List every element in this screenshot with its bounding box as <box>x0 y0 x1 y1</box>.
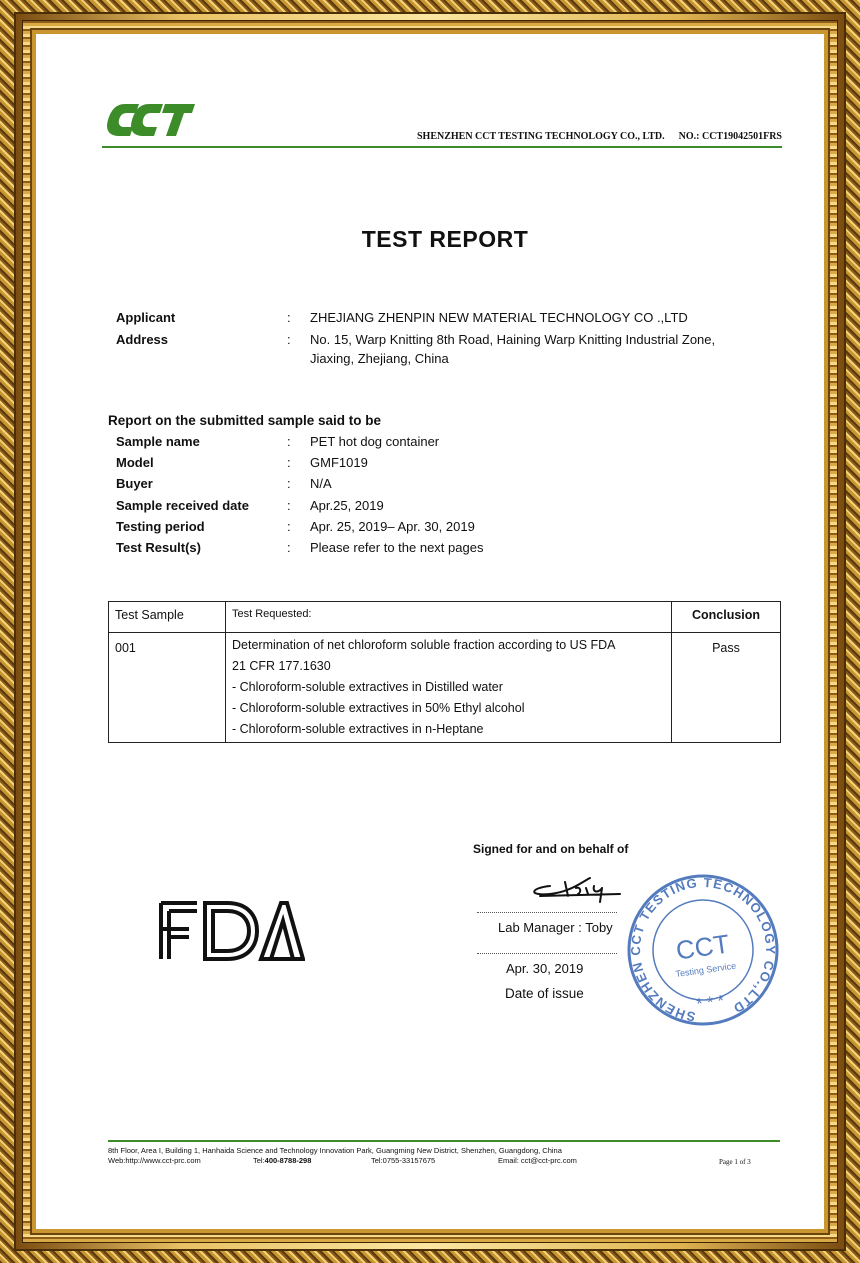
report-number: NO.: CCT19042501FRS <box>678 131 782 142</box>
fda-logo <box>157 899 305 963</box>
address-line-1: No. 15, Warp Knitting 8th Road, Haining Warp Knitting Industrial Zone, <box>310 332 716 347</box>
lab-manager: Lab Manager : Toby <box>498 920 613 935</box>
footer-divider <box>108 1140 780 1142</box>
colon: : <box>287 332 291 347</box>
table-cell <box>672 633 781 743</box>
field-label: Test Result(s) <box>116 540 201 555</box>
address-line-2: Jiaxing, Zhejiang, China <box>310 351 449 366</box>
page-title: TEST REPORT <box>361 226 529 252</box>
table-header-cell <box>226 602 672 633</box>
company-seal-stamp <box>618 870 788 1030</box>
table-header-cell <box>109 602 226 633</box>
header-company <box>417 131 782 142</box>
colon: : <box>287 310 291 325</box>
colon: : <box>287 540 291 555</box>
date-of-issue-label: Date of issue <box>505 986 584 1001</box>
colon: : <box>287 476 291 491</box>
svg-text:CCT: CCT <box>674 928 732 966</box>
field-value: Apr.25, 2019 <box>310 498 384 513</box>
footer-tel-label: Tel: <box>253 1156 265 1165</box>
field-label: Testing period <box>116 519 205 534</box>
date-line <box>477 953 617 954</box>
field-label: Buyer <box>116 476 153 491</box>
header-divider <box>102 146 782 148</box>
field-label: Sample received date <box>116 498 249 513</box>
field-value: PET hot dog container <box>310 434 440 449</box>
test-description <box>226 633 671 742</box>
table-cell <box>226 633 672 743</box>
applicant-label: Applicant <box>116 310 176 325</box>
sample-id: 001 <box>115 641 136 655</box>
company-name: SHENZHEN CCT TESTING TECHNOLOGY CO., LTD. <box>416 131 665 142</box>
colon: : <box>287 519 291 534</box>
svg-text:* * *: * * * <box>695 992 726 1014</box>
footer-address: 8th Floor, Area I, Building 1, Hanhaida Science and Technology Innovation Park, Guangming New District, Shenzhen, Guangdong, China <box>108 1146 562 1155</box>
test-line: 21 CFR 177.1630 <box>232 659 331 673</box>
footer-email: Email: cct@cct-prc.com <box>498 1156 577 1165</box>
issue-date: Apr. 30, 2019 <box>506 961 584 976</box>
field-label: Sample name <box>116 434 200 449</box>
svg-text:SHENZHEN CCT TESTING TECHNOLOG: SHENZHEN CCT TESTING TECHNOLOGY CO.,LTD <box>628 874 779 1025</box>
signature-line <box>477 912 617 913</box>
report-heading: Report on the submitted sample said to be <box>108 413 382 428</box>
handwritten-signature <box>520 868 630 904</box>
test-line: Determination of net chloroform soluble fraction according to US FDA <box>232 638 616 652</box>
conclusion-value: Pass <box>712 641 740 655</box>
applicant-value: ZHEJIANG ZHENPIN NEW MATERIAL TECHNOLOGY CO .,LTD <box>310 310 688 325</box>
table-header-row <box>109 602 781 633</box>
field-label: Model <box>116 455 154 470</box>
colon: : <box>287 455 291 470</box>
footer-tel <box>253 1156 311 1165</box>
colon: : <box>287 498 291 513</box>
test-table <box>108 601 781 743</box>
address-label: Address <box>116 332 169 347</box>
test-line: - Chloroform-soluble extractives in 50% Ethyl alcohol <box>232 701 525 715</box>
footer-fax: Tel:0755-33157675 <box>371 1156 436 1165</box>
header-test-sample: Test Sample <box>115 608 184 622</box>
page-number: Page 1 of 3 <box>719 1158 751 1166</box>
table-cell <box>109 633 226 743</box>
field-value: Please refer to the next pages <box>310 540 484 555</box>
footer-web: Web:http://www.cct-prc.com <box>108 1156 201 1165</box>
field-value: N/A <box>310 476 332 491</box>
footer-tel-number: 400-8788-298 <box>264 1156 312 1165</box>
cct-logo <box>105 100 195 140</box>
svg-text:Testing Service: Testing Service <box>674 960 737 980</box>
test-line: - Chloroform-soluble extractives in Distilled water <box>232 680 503 694</box>
field-value: GMF1019 <box>310 455 368 470</box>
header-test-requested: Test Requested: <box>232 608 312 620</box>
test-line: - Chloroform-soluble extractives in n-Heptane <box>232 722 484 736</box>
table-header-cell <box>672 602 781 633</box>
signed-for-label: Signed for and on behalf of <box>473 842 629 856</box>
table-row <box>109 633 781 743</box>
header-conclusion: Conclusion <box>691 608 761 622</box>
field-value: Apr. 25, 2019– Apr. 30, 2019 <box>310 519 475 534</box>
colon: : <box>287 434 291 449</box>
